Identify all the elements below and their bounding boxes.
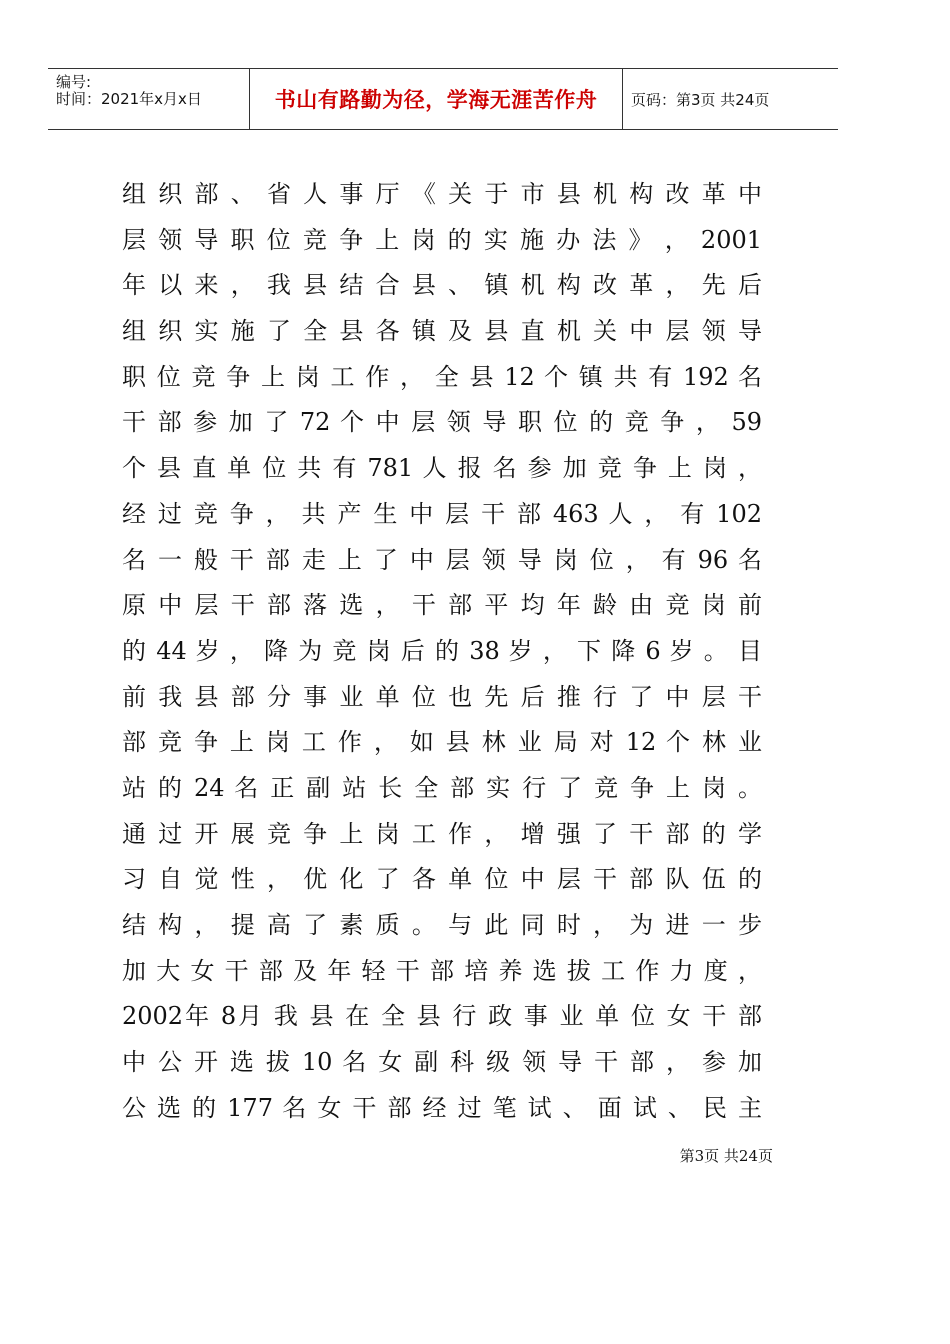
body-text-line: 个 县 直 单 位 共 有 781 人 报 名 参 加 竞 争 上 岗 ， (122, 454, 762, 483)
body-text-line: 干 部 参 加 了 72 个 中 层 领 导 职 位 的 竞 争 ， 59 (122, 408, 762, 437)
header-motto-cell (250, 69, 623, 129)
document-number-label: 编号: (56, 73, 92, 91)
body-text-line: 原 中 层 干 部 落 选 ， 干 部 平 均 年 龄 由 竞 岗 前 (122, 591, 762, 620)
body-text-line: 加 大 女 干 部 及 年 轻 干 部 培 养 选 拔 工 作 力 度 ， (122, 956, 762, 985)
page-header (48, 68, 838, 130)
body-text-line: 公 选 的 177 名 女 干 部 经 过 笔 试 、 面 试 、 民 主 (122, 1093, 762, 1122)
header-meta-cell (48, 69, 250, 129)
body-text-line: 经 过 竞 争 ， 共 产 生 中 层 干 部 463 人 ， 有 102 (122, 499, 762, 528)
body-text-line: 2002年 8月 我 县 在 全 县 行 政 事 业 单 位 女 干 部 (122, 1002, 762, 1031)
body-text-line: 的 44 岁 ， 降 为 竞 岗 后 的 38 岁 ， 下 降 6 岁 。 目 (122, 636, 762, 665)
header-page-code: 页码：第3页 共24页 (631, 90, 770, 109)
body-text-line: 组 织 实 施 了 全 县 各 镇 及 县 直 机 关 中 层 领 导 (122, 317, 762, 346)
header-page-cell (623, 69, 838, 129)
page-footer: 第3页 共24页 (679, 1147, 773, 1165)
body-text-line: 通 过 开 展 竞 争 上 岗 工 作 ， 增 强 了 干 部 的 学 (122, 819, 762, 848)
body-text-line: 中 公 开 选 拔 10 名 女 副 科 级 领 导 干 部 ， 参 加 (122, 1048, 762, 1077)
body-text-line: 结 构 ， 提 高 了 素 质 。 与 此 同 时 ， 为 进 一 步 (122, 911, 762, 939)
body-text-line: 层 领 导 职 位 竞 争 上 岗 的 实 施 办 法 》 ， 2001 (122, 225, 762, 254)
header-motto: 书山有路勤为径，学海无涯苦作舟 (274, 88, 598, 112)
body-text-line: 组 织 部 、 省 人 事 厅 《 关 于 市 县 机 构 改 革 中 (122, 180, 762, 208)
body-text-line: 前 我 县 部 分 事 业 单 位 也 先 后 推 行 了 中 层 干 (122, 682, 762, 711)
body-text-line: 职 位 竞 争 上 岗 工 作 ， 全 县 12 个 镇 共 有 192 名 (122, 362, 762, 391)
body-text-line: 年 以 来 ， 我 县 结 合 县 、 镇 机 构 改 革 ， 先 后 (122, 271, 762, 300)
body-text-line: 站 的 24 名 正 副 站 长 全 部 实 行 了 竞 争 上 岗 。 (122, 773, 762, 802)
document-body (122, 172, 762, 1131)
body-text-line: 名 一 般 干 部 走 上 了 中 层 领 导 岗 位 ， 有 96 名 (122, 545, 762, 574)
body-text-line: 部 竞 争 上 岗 工 作 ， 如 县 林 业 局 对 12 个 林 业 (122, 728, 762, 757)
document-time-label: 时间：2021年x月x日 (56, 90, 202, 108)
body-text-line: 习 自 觉 性 ， 优 化 了 各 单 位 中 层 干 部 队 伍 的 (122, 865, 762, 894)
